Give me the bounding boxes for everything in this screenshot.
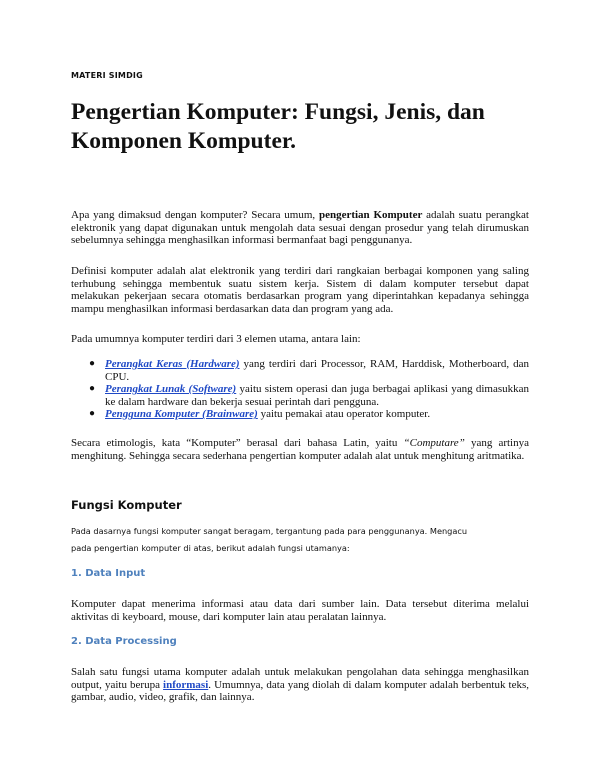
hardware-link[interactable]: Perangkat Keras (Hardware) xyxy=(105,358,240,370)
bullet-icon: ● xyxy=(89,383,96,395)
etymology-text-1: Secara etimologis, kata “Komputer” berasal dari bahasa Latin, yaitu xyxy=(71,437,404,449)
list-item-text: yaitu pemakai atau operator komputer. xyxy=(257,408,431,421)
fungsi-heading: Fungsi Komputer xyxy=(71,498,182,512)
intro-text-1: Apa yang dimaksud dengan komputer? Secara umum, xyxy=(71,209,319,221)
list-item xyxy=(71,408,529,421)
header-label: MATERI SIMDIG xyxy=(71,71,143,80)
software-link[interactable]: Perangkat Lunak (Software) xyxy=(105,383,237,396)
data-processing-paragraph xyxy=(71,666,529,704)
definition-paragraph: Definisi komputer adalah alat elektronik yang terdiri dari rangkaian berbagai komponen yang saling terhubung sehingga membentuk suatu sistem kerja. Sistem di dalam komputer tersebut dapat melakukan pekerjaan secara otomatis berdasarkan program yang diperintahkan kepadanya sehingga mampu menghasilkan informasi berdasarkan data dan program yang ada. xyxy=(71,265,529,315)
data-processing-text-1: Salah satu fungsi utama komputer adalah untuk melakukan pengolahan data sehingga menghasilkan output, yaitu berupa xyxy=(71,666,529,691)
informasi-link[interactable]: informasi xyxy=(163,678,209,691)
bullet-icon: ● xyxy=(89,408,96,420)
list-item-text: yaitu sistem operasi dan juga berbagai aplikasi yang dimasukkan ke dalam hardware dan bekerja sesuai perintah dari pengguna. xyxy=(105,383,530,408)
intro-paragraph xyxy=(71,209,529,247)
page-title: Pengertian Komputer: Fungsi, Jenis, dan Komponen Komputer. xyxy=(71,99,485,154)
list-item-text: yang terdiri dari Processor, RAM, Harddisk, Motherboard, dan CPU. xyxy=(105,358,530,383)
data-processing-heading: 2. Data Processing xyxy=(71,636,177,647)
data-processing-text-2: . Umumnya, data yang diolah di dalam komputer adalah berbentuk teks, gambar, audio, video, grafik, dan lainnya. xyxy=(71,678,529,704)
intro-text-2: adalah suatu perangkat elektronik yang dapat digunakan untuk mengolah data sesuai dengan prosedur yang telah dirumuskan sebelumnya sehingga menghasilkan informasi bermanfaat bagi penggunanya. xyxy=(71,209,529,247)
elements-intro: Pada umumnya komputer terdiri dari 3 elemen utama, antara lain: xyxy=(71,333,361,345)
etymology-latin-word: “Computare” xyxy=(403,437,465,449)
bullet-icon: ● xyxy=(89,358,96,369)
etymology-paragraph xyxy=(71,437,529,462)
list-item xyxy=(71,358,529,383)
fungsi-intro: Pada dasarnya fungsi komputer sangat beragam, tergantung pada para penggunanya. Mengacu pada pengertian komputer di atas, berikut adalah fungsi utamanya: xyxy=(71,526,468,553)
elements-list xyxy=(71,358,529,421)
list-item xyxy=(71,383,529,408)
data-input-heading: 1. Data Input xyxy=(71,568,146,579)
data-input-paragraph: Komputer dapat menerima informasi atau data dari sumber lain. Data tersebut diterima melalui aktivitas di keyboard, mouse, dari komputer lain atau peralatan lainnya. xyxy=(71,598,529,623)
intro-bold-term: pengertian Komputer xyxy=(318,209,423,221)
brainware-link[interactable]: Pengguna Komputer (Brainware) xyxy=(105,408,258,421)
etymology-text-2: yang artinya menghitung. Sehingga secara sederhana pengertian komputer adalah alat untuk menghitung aritmatika. xyxy=(71,437,529,462)
